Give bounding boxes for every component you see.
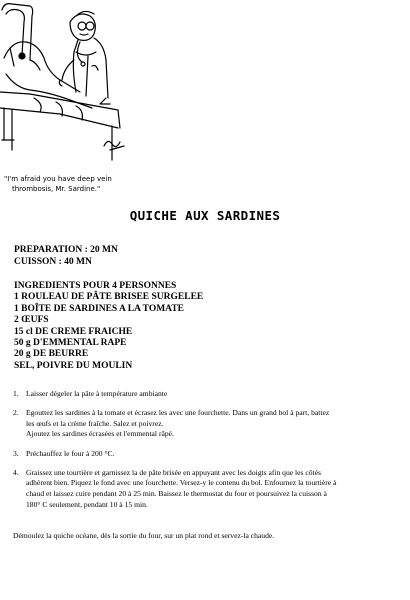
ingredient-item: 15 cl DE CREME FRAICHE	[14, 326, 133, 337]
step-line: chaud et laissez cuire pendant 20 à 25 min. Baissez le thermostat du four et poursuivez la cuisson à	[26, 488, 327, 498]
steps-list	[13, 389, 410, 510]
caption-line: "I'm afraid you have deep vein	[4, 175, 112, 183]
closing-instruction: Démoulez la quiche océane, dès la sortie du four, sur un plat rond et servez-la chaude.	[13, 531, 275, 540]
step-text	[26, 408, 410, 440]
prep-info	[14, 245, 118, 268]
step-text	[26, 389, 410, 400]
cartoon-illustration	[0, 0, 130, 165]
ingredient-item: 20 g DE BEURRE	[14, 349, 89, 360]
ingredients-header: INGREDIENTS POUR 4 PERSONNES	[14, 281, 177, 291]
ingredient-item: 1 ROULEAU DE PÂTE BRISEE SURGELEE	[14, 292, 204, 303]
step-line: les œufs et la crème fraîche. Salez et poivrez.	[26, 418, 164, 428]
step-line: Graissez une tourtière et garnissez la de pâte brisée en appuyant avec les doigts afin que les côtés	[26, 467, 321, 477]
step-number: 4.	[13, 467, 19, 477]
step-text	[26, 468, 410, 510]
step-number: 1.	[13, 389, 19, 398]
step-line: Préchauffez le four à 200 °C.	[26, 448, 115, 458]
step-line: Laisser dégeler la pâte à température ambiante	[26, 389, 168, 398]
step-line: Ajoutez les sardines écrasées et l'emmental râpé.	[26, 429, 174, 439]
cartoon-drawing	[0, 0, 130, 165]
step-line: 180° C seulement, pendant 10 à 15 min.	[26, 499, 148, 509]
step-number: 3.	[13, 448, 19, 458]
step-number: 2.	[13, 408, 19, 418]
step-line: adhèrent bien. Piquez le fond avec une fourchette. Versez-y le contenu du bol. Enfournez la tourtière à	[26, 478, 337, 488]
preparation-time: PREPARATION : 20 MN	[14, 245, 118, 255]
ingredient-item: 2 ŒUFS	[14, 315, 49, 326]
step-text	[26, 449, 410, 460]
step-line: Egouttez les sardines à la tomate et écrasez les avec une fourchette. Dans un grand bol à part, battez	[26, 408, 330, 418]
cartoon-caption	[4, 174, 154, 194]
ingredients-list	[14, 281, 203, 372]
caption-line: thrombosis, Mr. Sardine."	[12, 185, 101, 193]
step-item	[13, 389, 410, 400]
recipe-title: QUICHE AUX SARDINES	[129, 208, 281, 223]
ingredient-item: 1 BOÎTE DE SARDINES A LA TOMATE	[14, 303, 184, 314]
step-item	[13, 468, 410, 510]
ingredient-item: 50 g D'EMMENTAL RAPE	[14, 338, 127, 349]
cooking-time: CUISSON : 40 MN	[14, 256, 92, 267]
step-item	[13, 449, 410, 460]
ingredient-item: SEL, POIVRE DU MOULIN	[14, 360, 133, 371]
step-item	[13, 408, 410, 440]
